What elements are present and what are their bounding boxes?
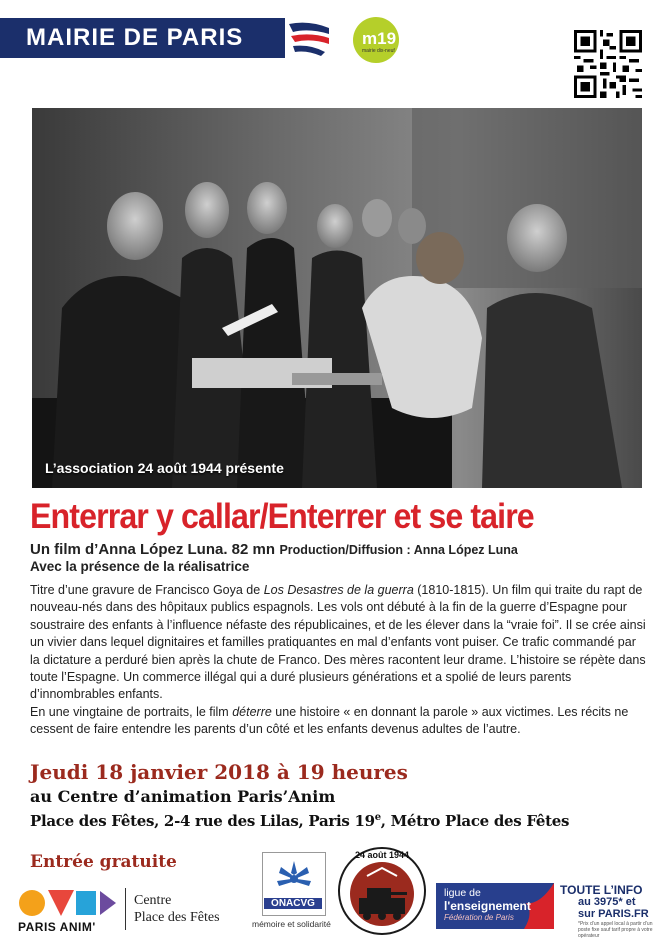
synopsis-paragraph-1 xyxy=(30,582,646,704)
info-website-link[interactable]: sur PARIS.FR xyxy=(578,908,649,920)
film-director-duration: Un film d’Anna López Luna. 82 mn xyxy=(30,541,276,558)
mairie-de-paris-logo-text: MAIRIE DE PARIS xyxy=(26,24,244,51)
free-entry-label: Entrée gratuite xyxy=(30,852,177,872)
synopsis-text: une histoire « en donnant la parole » aux victimes. Les récits ne cessent de faire entendre les parents d’un côté et les enfants devenus adultes de l’autre. xyxy=(30,704,629,737)
association-seal-text: 24 août 1944 xyxy=(354,850,410,860)
info-footnote: *Prix d’un appel local à partir d’un poste fixe sauf tarif propre à votre opérateur xyxy=(578,921,653,939)
film-production: Production/Diffusion : Anna López Luna xyxy=(279,543,518,557)
film-title: Enterrar y callar/Enterrer et se taire xyxy=(30,497,534,536)
ligue-logo-line1: ligue de xyxy=(444,887,481,899)
event-address xyxy=(30,812,569,830)
synopsis-text: En une vingtaine de portraits, le film xyxy=(30,704,233,719)
logo-divider xyxy=(125,888,126,930)
synopsis-italic-title: Los Desastres de la guerra xyxy=(263,583,414,597)
ligue-logo-line2: l'enseignement xyxy=(444,899,531,913)
director-presence: Avec la présence de la réalisatrice xyxy=(30,559,250,574)
cornflower-icon xyxy=(263,853,325,899)
address-superscript: e xyxy=(374,812,381,823)
event-venue: au Centre d’animation Paris’Anim xyxy=(30,787,336,806)
m19-logo-subtext: mairie dix-neuf xyxy=(362,48,395,54)
centre-place-des-fetes-label xyxy=(134,892,220,926)
paris-anim-logo-text: PARIS ANIM' xyxy=(18,920,96,934)
info-phone[interactable]: au 3975* et xyxy=(578,896,636,908)
film-credits-line xyxy=(30,541,518,559)
address-text: Place des Fêtes, 2-4 rue des Lilas, Paris 19 xyxy=(30,812,375,830)
photo-overlay-caption: L’association 24 août 1944 présente xyxy=(45,460,284,476)
qr-code[interactable] xyxy=(574,30,642,98)
centre-label-line1: Centre xyxy=(134,893,172,908)
synopsis-italic-word: déterre xyxy=(232,704,272,719)
film-synopsis xyxy=(30,582,646,739)
event-date: Jeudi 18 janvier 2018 à 19 heures xyxy=(30,760,408,784)
synopsis-paragraph-2 xyxy=(30,704,646,739)
onacvg-caption: mémoire et solidarité xyxy=(252,919,331,929)
mairie-emblem-icon xyxy=(285,18,333,58)
onacvg-logo-text: ONACVG xyxy=(264,898,322,909)
address-metro: , Métro Place des Fêtes xyxy=(380,812,570,830)
m19-logo-text: m19 xyxy=(362,29,397,48)
info-headline: TOUTE L’INFO xyxy=(560,883,643,897)
centre-label-line2: Place des Fêtes xyxy=(134,910,220,925)
synopsis-text: (1810-1815). Un film qui traite du rapt de nouveau-nés dans des hôpitaux publics espagnols. Les vols ont débuté à la fin de la guerre d’Espagne pour soustraire des enfants à l’influence néfaste des républicaines, et de les élever dans la “vraie foi”. Il se crée ainsi un vivier dans lequel dignitaires et familles pratiquantes en mal d’enfants vont puiser. Ce trafic commandé par la dictature a perduré bien après la chute de Franco. Des mères racontent leur drame. L’histoire se répète dans toute l’Espagne. Un commerce illégal qui a duré plusieurs générations et a spolié de leurs parents d’innombrables enfants. xyxy=(30,583,646,702)
historical-photo xyxy=(32,108,642,488)
synopsis-text: Titre d’une gravure de Francisco Goya de xyxy=(30,583,264,597)
paris-anim-logo-shapes xyxy=(18,885,118,921)
ligue-logo-line3: Fédération de Paris xyxy=(444,913,514,922)
